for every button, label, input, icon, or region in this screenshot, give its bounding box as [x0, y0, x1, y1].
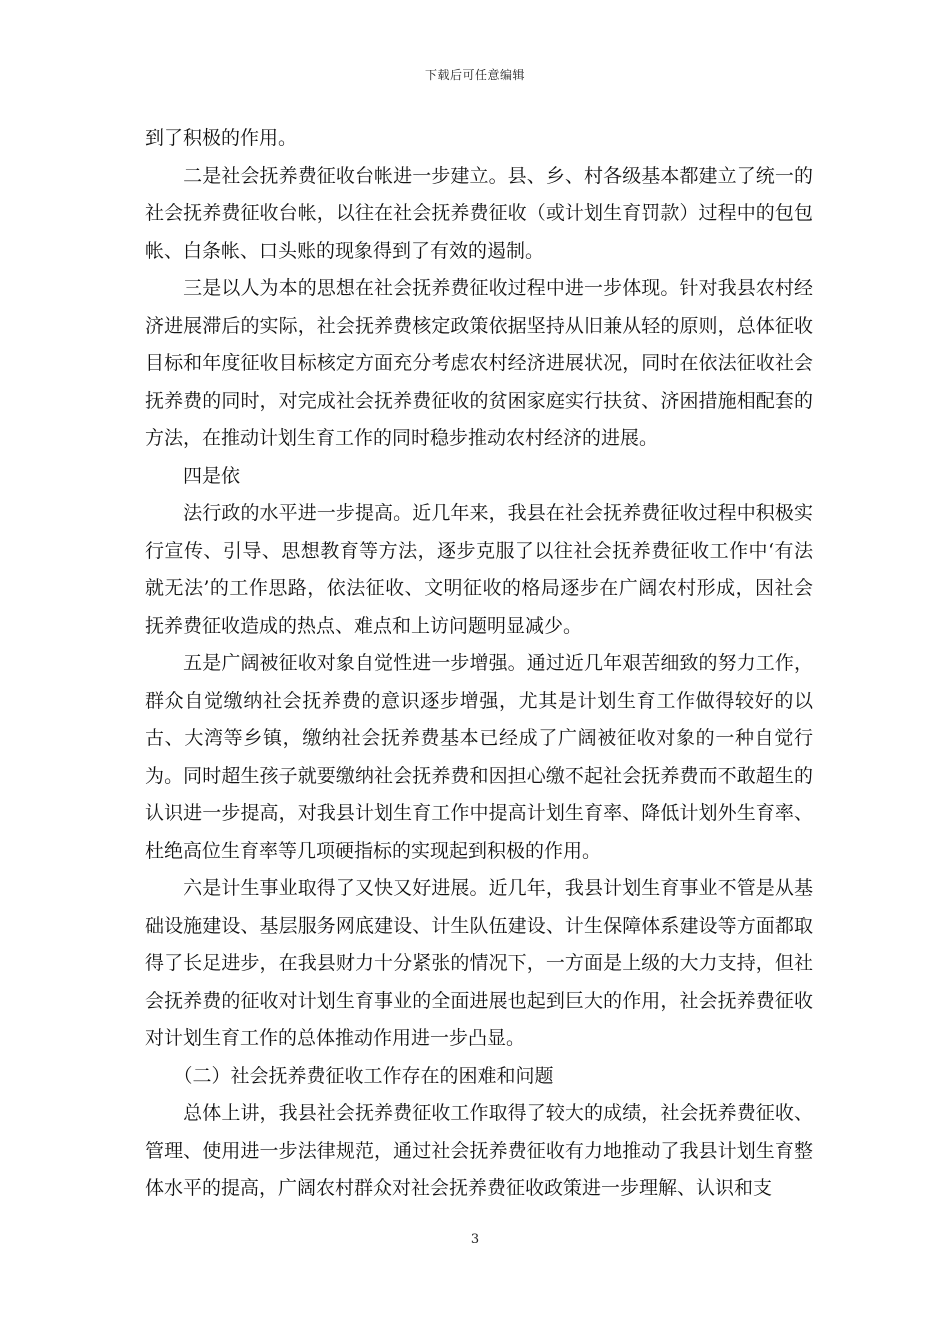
page-header: 下载后可任意编辑 — [424, 68, 525, 82]
paragraph-7: 六是计生事业取得了又快又好进展。近几年，我县计划生育事业不管是从基础设施建设、基层服务网底建设、计生队伍建设、计生保障体系建设等方面都取得了长足进步，在我县财力十分紧张的情况下，一方面是上级的大力支持，但社会抚养费的征收对计划生育事业的全面进展也起到巨大的作用，社会抚养费征收对计划生育工作的总体推动作用进一步凸显。 — [145, 877, 813, 1049]
page-number: 3 — [470, 1232, 480, 1247]
paragraph-1: 到了积极的作用。 — [145, 127, 298, 149]
section-heading: （二）社会抚养费征收工作存在的困难和问题 — [145, 1064, 554, 1087]
document-body — [145, 120, 813, 1208]
paragraph-6: 五是广阔被征收对象自觉性进一步增强。通过近几年艰苦细致的努力工作，群众自觉缴纳社会抚养费的意识逐步增强，尤其是计划生育工作做得较好的以古、大湾等乡镇，缴纳社会抚养费基本已经成了广阔被征收对象的一种自觉行为。同时超生孩子就要缴纳社会抚养费和因担心缴不起社会抚养费而不敢超生的认识进一步提高，对我县计划生育工作中提高计划生育率、降低计划外生育率、杜绝高位生育率等几项硬指标的实现起到积极的作用。 — [145, 652, 813, 862]
paragraph-8: 总体上讲，我县社会抚养费征收工作取得了较大的成绩，社会抚养费征收、管理、使用进一步法律规范，通过社会抚养费征收有力地推动了我县计划生育整体水平的提高，广阔农村群众对社会抚养费征收政策进一步理解、认识和支 — [145, 1102, 813, 1199]
paragraph-3: 三是以人为本的思想在社会抚养费征收过程中进一步体现。针对我县农村经济进展滞后的实际，社会抚养费核定政策依据坚持从旧兼从轻的原则，总体征收目标和年度征收目标核定方面充分考虑农村经济进展状况，同时在依法征收社会抚养费的同时，对完成社会抚养费征收的贫困家庭实行扶贫、济困措施相配套的方法，在推动计划生育工作的同时稳步推动农村经济的进展。 — [145, 277, 813, 449]
paragraph-4: 四是依 — [145, 464, 241, 487]
paragraph-5: 法行政的水平进一步提高。近几年来，我县在社会抚养费征收过程中积极实行宣传、引导、思想教育等方法，逐步克服了以往社会抚养费征收工作中‘有法就无法’的工作思路，依法征收、文明征收的格局逐步在广阔农村形成，因社会抚养费征收造成的热点、难点和上访问题明显减少。 — [145, 502, 813, 637]
paragraph-2: 二是社会抚养费征收台帐进一步建立。县、乡、村各级基本都建立了统一的社会抚养费征收台帐，以往在社会抚养费征收（或计划生育罚款）过程中的包包帐、白条帐、口头账的现象得到了有效的遏制。 — [145, 164, 813, 262]
